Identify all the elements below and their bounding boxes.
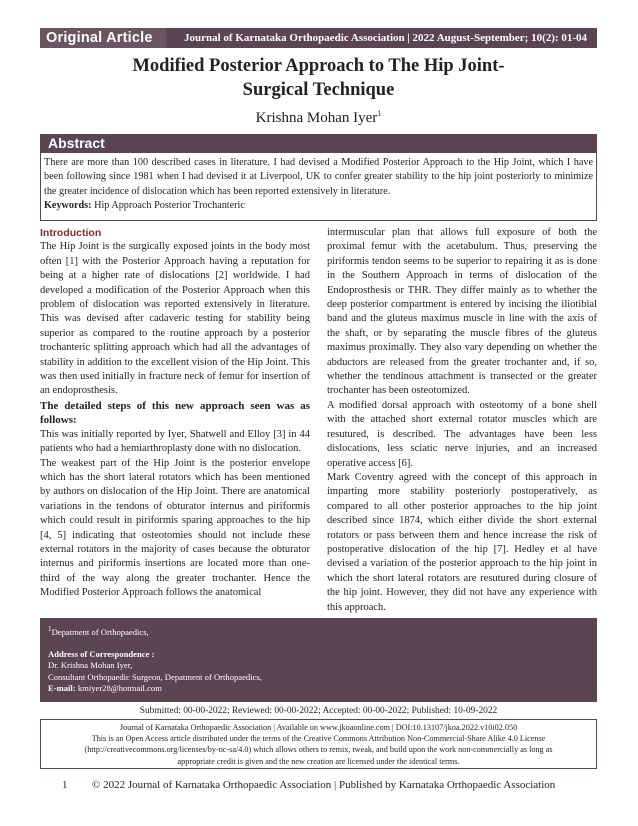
author-affiliation-marker: 1 (377, 109, 382, 118)
paragraph: intermuscular plan that allows full exposure of both the proximal femur with the acetabulum. Thus, preserving the piriformis tendon seems to be superior to repairing it as is done in the Southern Approach in terms of dislocation of the Endoprosthesis or THR. They differ mainly as to whether the deep posterior compartment is entered by incising the iliotibial band and the gluteus maximus muscle in line with the axis of the shaft, or by separating the muscle fibres of the gluteus maximus proximally. They also vary depending on whether the abductors are released from the greater trochanter and, if so, whether the tendinous attachment is transected or the greater trochanter has been osteotomized. (327, 227, 597, 397)
introduction-heading: Introduction (40, 227, 102, 239)
license-line-3: (http://creativecommons.org/licenses/by-nc-sa/4.0) which allows others to remix, tweak, and build upon the work non-commercially as long as (84, 745, 553, 755)
keywords-label: Keywords: (44, 199, 92, 211)
keywords-text: Hip Approach Posterior Trochanteric (94, 199, 245, 211)
right-column (327, 226, 597, 615)
abstract-heading: Abstract (40, 134, 597, 153)
paragraph: This was initially reported by Iyer, Shatwell and Elloy [3] in 44 patients who had a hemiarthroplasty done with no dislocation. (40, 428, 310, 455)
correspondent-name: Dr. Krishna Mohan Iyer, (48, 660, 133, 671)
correspondence-box (40, 618, 597, 702)
header-bar (40, 28, 597, 48)
paragraph: The weakest part of the Hip Joint is the posterior envelope which has the short lateral rotators which has been mentioned by authors on dislocation of the Hip Joint. There are anatomical variations in the tendons of obturator internus and piriformis which could result in piriformis sparing approaches to the hip [4, 5] indicating that osteotomies should not include these external rotators in the majority of cases because the obturator internus and piriformis insertions are located more than one-third of the way along the greater trochanter. Hence the Modified Posterior Approach follows the anatomical (40, 457, 310, 599)
article-type-badge: Original Article (40, 28, 166, 48)
left-column (40, 226, 310, 601)
page-number: 1 (62, 779, 68, 791)
affiliation (48, 624, 589, 638)
publication-dates: Submitted: 00-00-2022; Reviewed: 00-00-2022; Accepted: 00-00-2022; Published: 10-09-2022 (139, 706, 498, 716)
keywords (44, 199, 593, 213)
author (40, 109, 597, 127)
abstract-box (40, 153, 597, 221)
journal-citation: Journal of Karnataka Orthopaedic Association | 2022 August-September; 10(2): 01-04 (184, 32, 587, 44)
paragraph: A modified dorsal approach with osteotomy of a bone shell with the attached short external rotator muscles which are resutured, is described. The advantages have been less dislocations, less sciatic nerve injuries, and an increased operative access [6]. (327, 399, 597, 469)
paragraph: Mark Coventry agreed with the concept of this approach in imparting more stability posteriorly postoperatively, as compared to all other posterior approaches to the hip joint described since 1874, which either divide the short external rotators or pass between them and hence increase the risk of postoperative dislocation of the hip [7]. Hedley et al have devised a variation of the posterior approach to the hip joint in which the short lateral rotators are resutured during closure of the hip joint. However, they did not have any experience with this approach. (327, 471, 597, 613)
license-line-4: appropriate credit is given and the new creation are licensed under the identical terms. (177, 756, 460, 766)
license-line-2: This is an Open Access article distributed under the terms of the Creative Commons Attribution Non-Commercial-Share Alike 4.0 License (91, 734, 546, 744)
license-line-1: Journal of Karnataka Orthopaedic Association | Available on www.jkoaonline.com | DOI:10.13107/jkoa.2022.v10i02.050 (119, 723, 518, 732)
article-title (40, 54, 597, 102)
body-columns (40, 226, 597, 614)
steps-heading: The detailed steps of this new approach seen was as follows: (40, 399, 310, 427)
author-name: Krishna Mohan Iyer (255, 110, 378, 126)
title-block (40, 54, 597, 127)
correspondence-label: Address of Correspondence : (48, 649, 155, 660)
license-box (40, 719, 597, 769)
paragraph: The Hip Joint is the surgically exposed joints in the body most often [1] with the Posterior Approach having a reputation for being at a higher rate of dislocations [2] worldwide. I had developed a modification of the Posterior Approach when this problem of dislocation was reported extensively in literature. This was devised after cadaveric testing for stability being superior as compared to the routine approach by a posterior trochanteric splitting approach which had all the advantages of stability in addition to the excellent vision of the Hip Joint. This was then used initially in fracture neck of femur for insertion of an endoprosthesis. (40, 241, 310, 397)
department: Depatment of Orthopaedics, (51, 626, 149, 637)
email-label: E-mail: (48, 683, 76, 694)
abstract-text: There are more than 100 described cases in literature. I had devised a Modified Posterior Approach to the Hip Joint, which I have been following since 1981 when I had devised it at Liverpool, UK to confer greater stability to the hip joint posteriorly to minimize the greater incidence of dislocation which has been reported extensively in literature. (44, 157, 593, 197)
email-address[interactable]: kmiyer28@hotmail.com (77, 683, 162, 694)
affiliation-marker: 1 (48, 625, 52, 633)
title-line-1: Modified Posterior Approach to The Hip Joint- (132, 56, 505, 76)
email-line (48, 683, 589, 694)
title-line-2: Surgical Technique (242, 80, 395, 100)
copyright: © 2022 Journal of Karnataka Orthopaedic Association | Published by Karnataka Orthopaedic Association (92, 779, 556, 791)
correspondent-position: Consultant Orthopaedic Surgeon, Depatment of Orthopaedics, (48, 671, 262, 682)
